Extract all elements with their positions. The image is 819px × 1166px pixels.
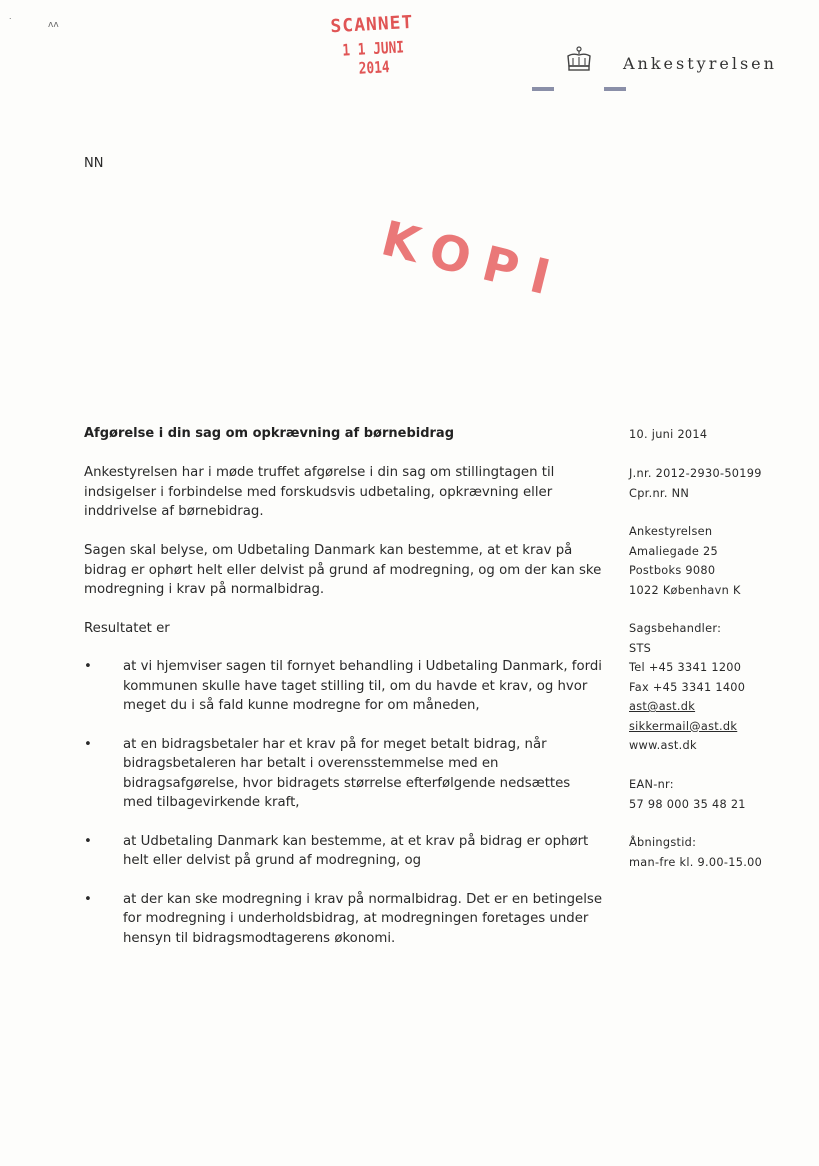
org-name: Ankestyrelsen [629, 525, 713, 538]
crown-icon [565, 46, 593, 72]
result-list [84, 657, 604, 948]
scan-mark: ˙ [8, 18, 13, 28]
logo-bar [604, 87, 626, 91]
scannet-stamp [316, 11, 429, 80]
paragraph: Resultatet er [84, 621, 170, 636]
scan-mark: ᴧᴧ [48, 20, 59, 30]
bullet-icon: • [84, 833, 92, 849]
logo-bar [532, 87, 554, 91]
street: Amaliegade 25 [629, 544, 718, 558]
paragraph: Ankestyrelsen har i møde truffet afgørelse i din sag om stillingtagen til indsigelser i forbindelse med forskudsvis udbetaling, opkrævning eller inddrivelse af børnebidrag. [84, 465, 555, 519]
bullet-icon: • [84, 659, 92, 674]
list-item-text: at en bidragsbetaler har et krav på for meget betalt bidrag, når bidragsbetaleren har betalt i overensstemmelse med en bidragsafgørelse, hvor bidragets størrelse efterfølgende nedsættes med tilbagevirkende kraft, [123, 736, 571, 810]
po-box: Postboks 9080 [629, 564, 716, 577]
bullet-icon: • [84, 736, 92, 752]
ankestyrelsen-logo [565, 46, 815, 76]
list-item-text: at Udbetaling Danmark kan bestemme, at et krav på bidrag er ophørt helt eller delvist på grund af modregning, og [123, 833, 589, 868]
letter-date: 10. juni 2014 [629, 428, 708, 441]
handler-label: Sagsbehandler: [629, 622, 722, 635]
scannet-stamp-date: 1 1 JUNI 2014 [341, 37, 405, 78]
kopi-stamp: KOPI [375, 210, 569, 310]
list-item [84, 657, 604, 716]
city: 1022 København K [629, 583, 741, 597]
cpr-number: Cpr.nr. NN [629, 486, 690, 500]
list-item [84, 735, 604, 813]
journal-number: J.nr. 2012-2930-50199 [629, 467, 762, 480]
secure-email-link[interactable]: sikkermail@ast.dk [629, 719, 738, 733]
list-item [84, 890, 604, 949]
subject-heading: Afgørelse i din sag om opkrævning af børnebidrag [84, 426, 455, 441]
email-link[interactable]: ast@ast.dk [629, 700, 696, 713]
logo-name: Ankestyrelsen [623, 54, 777, 73]
ean-label: EAN-nr: [629, 778, 674, 791]
hours: man-fre kl. 9.00-15.00 [629, 855, 763, 869]
phone: Tel +45 3341 1200 [629, 661, 742, 674]
recipient: NN [84, 156, 104, 171]
scannet-stamp-label: SCANNET [329, 11, 414, 38]
fax: Fax +45 3341 1400 [629, 680, 746, 694]
sidebar-ean [629, 775, 809, 814]
ean-number: 57 98 000 35 48 21 [629, 797, 746, 811]
list-item-text: at der kan ske modregning i krav på normalbidrag. Det er en betingelse for modregning i underholdsbidrag, at modregningen foretages under hensyn til bidragsmodtagerens økonomi. [123, 891, 603, 946]
website: www.ast.dk [629, 739, 697, 752]
list-item [84, 832, 604, 871]
list-item-text: at vi hjemviser sagen til fornyet behandling i Udbetaling Danmark, fordi kommunen skulle have taget stilling til, om du havde et krav, og hvor meget du i så fald kunne modregne for om måneden, [123, 659, 602, 713]
hours-label: Åbningstid: [629, 836, 697, 849]
bullet-icon: • [84, 891, 92, 907]
sidebar-contact [629, 619, 809, 756]
sidebar-address [629, 522, 809, 600]
handler: STS [629, 641, 652, 655]
sidebar-case-info [629, 464, 809, 503]
sidebar-hours [629, 833, 809, 872]
paragraph: Sagen skal belyse, om Udbetaling Danmark kan bestemme, at et krav på bidrag er ophørt helt eller delvist på grund af modregning, og om der kan ske modregning i krav på normalbidrag. [84, 543, 602, 597]
